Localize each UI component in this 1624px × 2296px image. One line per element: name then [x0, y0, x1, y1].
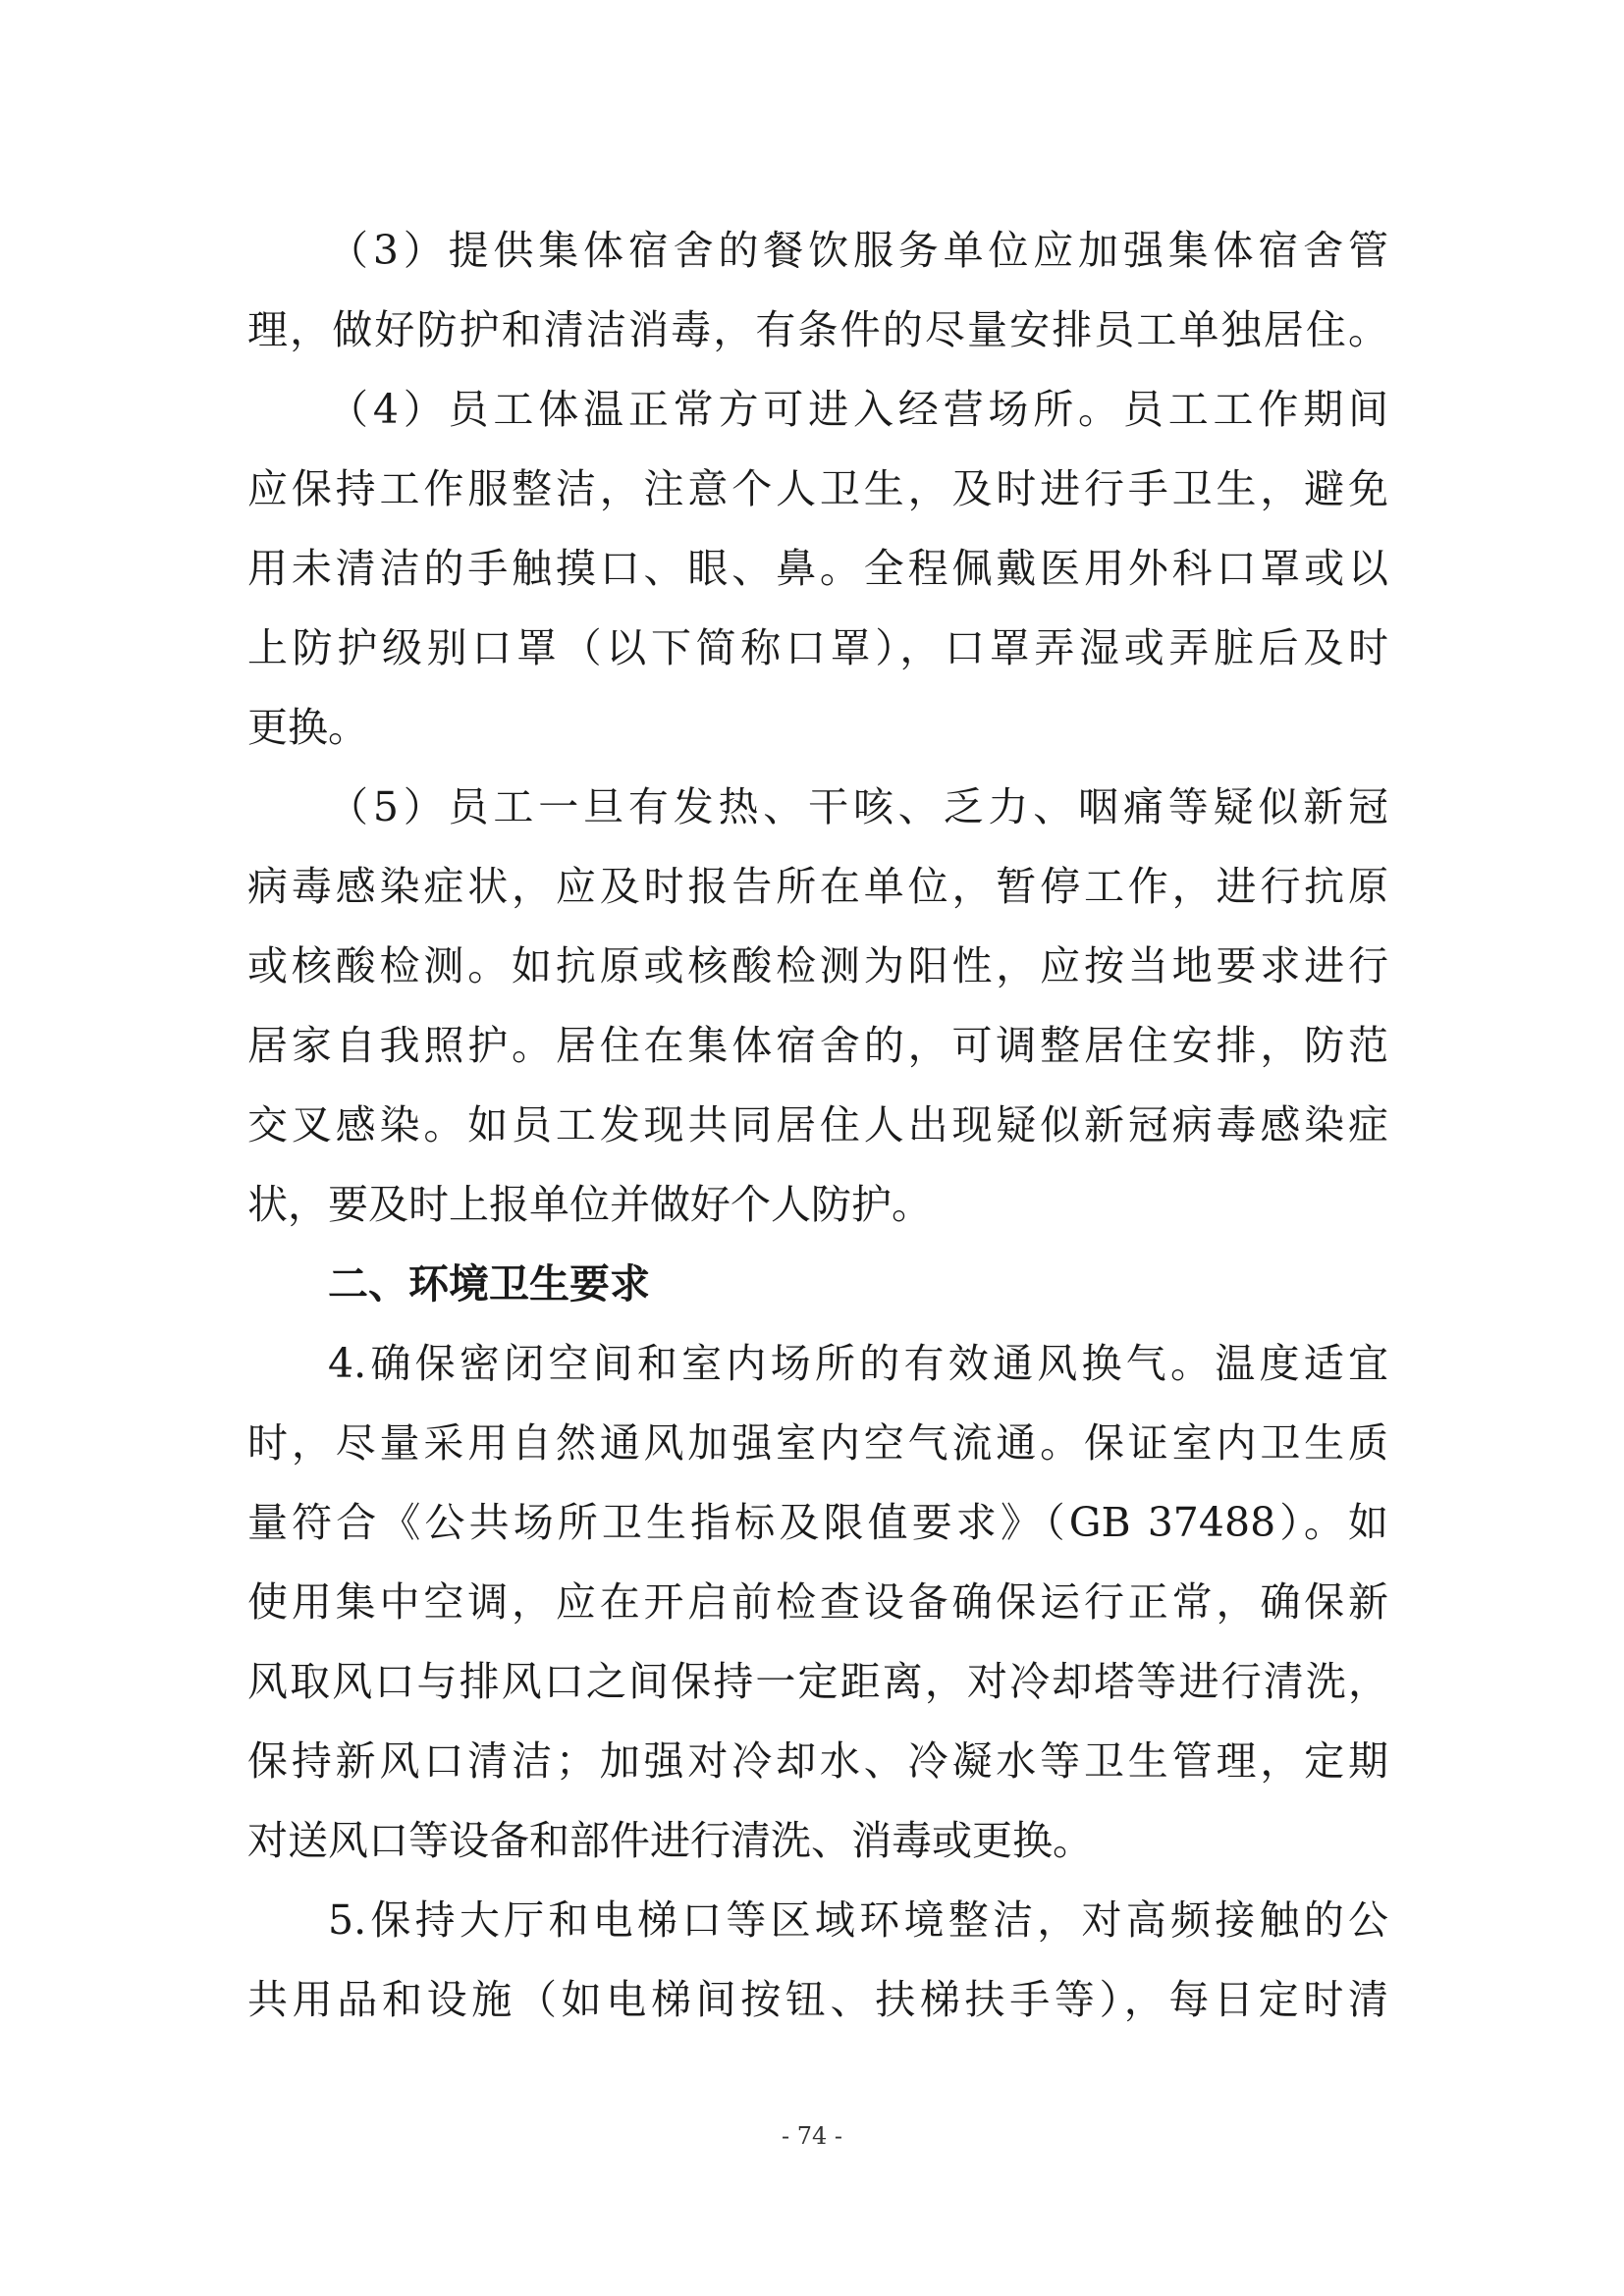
paragraph-line: 应保持工作服整洁，注意个人卫生，及时进行手卫生，避免 — [247, 465, 1388, 512]
paragraph-line: （4）员工体温正常方可进入经营场所。员工工作期间 — [328, 386, 1388, 433]
paragraph-line: 4.确保密闭空间和室内场所的有效通风换气。温度适宜 — [328, 1340, 1388, 1387]
paragraph-line: 对送风口等设备和部件进行清洗、消毒或更换。 — [247, 1817, 1093, 1864]
paragraph-line: 更换。 — [247, 704, 368, 751]
paragraph-line: 量符合《公共场所卫生指标及限值要求》（GB 37488）。如 — [247, 1499, 1388, 1546]
paragraph-line: 时，尽量采用自然通风加强室内空气流通。保证室内卫生质 — [247, 1419, 1388, 1467]
paragraph-line: 5.保持大厅和电梯口等区域环境整洁，对高频接触的公 — [328, 1896, 1388, 1944]
page-number: - 74 - — [781, 2122, 842, 2150]
paragraph-line: 病毒感染症状，应及时报告所在单位，暂停工作，进行抗原 — [247, 863, 1388, 910]
paragraph-line: 或核酸检测。如抗原或核酸检测为阳性，应按当地要求进行 — [247, 942, 1388, 989]
paragraph-line: 风取风口与排风口之间保持一定距离，对冷却塔等进行清洗， — [247, 1658, 1388, 1705]
document-body — [247, 211, 1388, 2040]
section-heading: 二、环境卫生要求 — [328, 1260, 650, 1308]
paragraph-line: 交叉感染。如员工发现共同居住人出现疑似新冠病毒感染症 — [247, 1101, 1388, 1148]
paragraph-line: 保持新风口清洁；加强对冷却水、冷凝水等卫生管理，定期 — [247, 1737, 1388, 1785]
paragraph-line: 状，要及时上报单位并做好个人防护。 — [247, 1181, 932, 1228]
paragraph-line: 上防护级别口罩（以下简称口罩），口罩弄湿或弄脏后及时 — [247, 624, 1388, 671]
paragraph-line: 用未清洁的手触摸口、眼、鼻。全程佩戴医用外科口罩或以 — [247, 545, 1388, 592]
paragraph-line: 使用集中空调，应在开启前检查设备确保运行正常，确保新 — [247, 1578, 1388, 1626]
paragraph-line: （3）提供集体宿舍的餐饮服务单位应加强集体宿舍管 — [328, 227, 1388, 274]
paragraph-line: 共用品和设施（如电梯间按钮、扶梯扶手等），每日定时清 — [247, 1976, 1388, 2023]
paragraph-line: 理，做好防护和清洁消毒，有条件的尽量安排员工单独居住。 — [247, 306, 1388, 353]
paragraph-line: （5）员工一旦有发热、干咳、乏力、咽痛等疑似新冠 — [328, 783, 1388, 830]
paragraph-line: 居家自我照护。居住在集体宿舍的，可调整居住安排，防范 — [247, 1022, 1388, 1069]
